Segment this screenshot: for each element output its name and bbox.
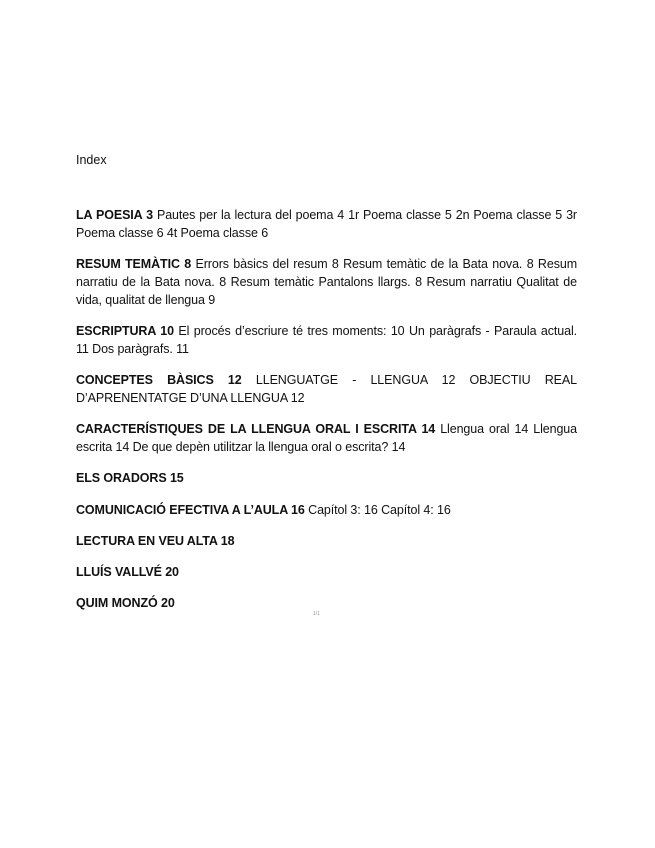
toc-subentries-resum-tematic: Errors bàsics del resum 8 Resum temàtic de la Bata nova. 8 Resum narratiu de la Bata nova. 8 Resum temàtic Pantalons llargs. 8 Resum narratiu Qualitat de vida, qualitat de llengua 9 — [76, 257, 578, 307]
toc-entry-resum-tematic — [76, 255, 577, 309]
page-number-mark: 1/1 — [313, 611, 320, 617]
toc-heading-els-oradors: ELS ORADORS 15 — [76, 471, 184, 485]
toc-entry-quim-monzo — [76, 594, 577, 612]
toc-heading-caracteristiques: CARACTERÍSTIQUES DE LA LLENGUA ORAL I ESCRITA 14 — [76, 422, 436, 436]
toc-heading-quim-monzo: QUIM MONZÓ 20 — [76, 596, 175, 610]
index-title: Index — [76, 153, 107, 167]
toc-heading-conceptes-basics: CONCEPTES BÀSICS 12 — [76, 373, 242, 387]
toc-entry-conceptes-basics — [76, 371, 577, 407]
toc-subentries-comunicacio-efectiva: Capítol 3: 16 Capítol 4: 16 — [308, 503, 451, 517]
toc-heading-la-poesia: LA POESIA 3 — [76, 208, 153, 222]
toc-heading-lectura-en-veu-alta: LECTURA EN VEU ALTA 18 — [76, 534, 235, 548]
toc-heading-resum-tematic: RESUM TEMÀTIC 8 — [76, 257, 192, 271]
toc-entry-caracteristiques — [76, 420, 577, 456]
toc-subentries-la-poesia: Pautes per la lectura del poema 4 1r Poema classe 5 2n Poema classe 5 3r Poema classe 6 4t Poema classe 6 — [76, 208, 577, 240]
toc-entry-els-oradors — [76, 469, 577, 487]
toc-heading-escriptura: ESCRIPTURA 10 — [76, 324, 174, 338]
toc-entry-la-poesia — [76, 206, 577, 242]
toc-subentries-escriptura: El procés d’escriure té tres moments: 10 Un paràgrafs - Paraula actual. 11 Dos paràgrafs. 11 — [76, 324, 578, 356]
toc-entry-lectura-en-veu-alta — [76, 532, 577, 550]
toc-heading-lluis-vallve: LLUÍS VALLVÉ 20 — [76, 565, 179, 579]
toc-heading-comunicacio-efectiva: COMUNICACIÓ EFECTIVA A L’AULA 16 — [76, 503, 305, 517]
toc-entry-lluis-vallve — [76, 563, 577, 581]
table-of-contents — [76, 206, 577, 625]
toc-subentries-caracteristiques: Llengua oral 14 Llengua escrita 14 De que depèn utilitzar la llengua oral o escrita? 14 — [76, 422, 578, 454]
toc-entry-comunicacio-efectiva — [76, 501, 577, 519]
toc-entry-escriptura — [76, 322, 577, 358]
toc-subentries-conceptes-basics: LLENGUATGE - LLENGUA 12 OBJECTIU REAL D’APRENENTATGE D’UNA LLENGUA 12 — [76, 373, 578, 405]
